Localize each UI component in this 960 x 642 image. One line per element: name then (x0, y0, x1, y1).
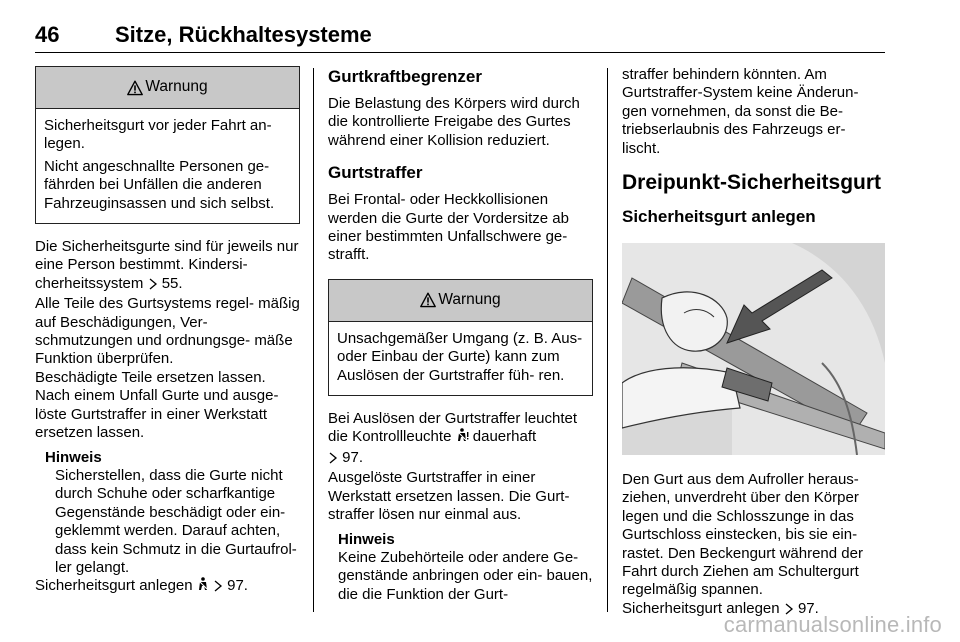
paragraph: Beschädigte Teile ersetzen lassen. Nach einem Unfall Gurte und ausge- löste Gurtstraffer in einer Werkstatt ersetzen lassen. (35, 368, 279, 442)
hinweis-text: Keine Zubehörteile oder andere Ge- genstände anbringen oder ein- bauen, die die Funktion der Gurt- (338, 548, 593, 603)
heading-dreipunkt: Dreipunkt-Sicherheitsgurt (622, 171, 882, 195)
watermark: carmanualsonline.info (723, 612, 942, 637)
warning-box (35, 66, 300, 224)
column-2 (328, 66, 593, 604)
hinweis-label: Hinweis (45, 448, 102, 466)
paragraph: Ausgelöste Gurtstraffer in einer Werkstatt ersetzen lassen. Die Gurt- straffer lösen nur einmal aus. (328, 469, 570, 524)
hinweis-note (328, 531, 593, 605)
section-title: Sitze, Rückhaltesysteme (115, 22, 372, 47)
hinweis-note (35, 449, 300, 578)
paragraph: straffer behindern könnten. Am Gurtstraffer-System keine Änderun- gen vornehmen, da sonst die Be- triebserlaubnis des Fahrzeugs er- lischt. (622, 66, 859, 157)
page-header (35, 20, 885, 54)
heading-gurtstraffer: Gurtstraffer (328, 163, 423, 183)
paragraph: Sicherheitsgurt anlegen 97. (35, 577, 300, 597)
paragraph: Bei Frontal- oder Heckkollisionen werden die Gurte der Vordersitze ab einer bestimmten Unfallschwere ge- strafft. (328, 191, 569, 264)
paragraph: Alle Teile des Gurtsystems regel- mäßig auf Beschädigungen, Ver- schmutzungen und ordnungsge- mäße Funktion überprüfen. (35, 295, 300, 368)
page-ref-arrow-icon (328, 451, 338, 469)
column-divider (607, 68, 608, 612)
paragraph: Sicherheitsgurt anlegen 97. (622, 600, 887, 620)
column-divider (313, 68, 314, 612)
seatbelt-warning-icon (456, 428, 469, 448)
hinweis-text: Sicherstellen, dass die Gurte nicht durch Schuhe oder scharfkantige Gegenstände beschädigt oder ein- geklemmt werden. Darauf achten, dass kein Schmutz in die Gurtaufrol- ler gelangt. (55, 466, 297, 576)
seatbelt-illustration (622, 243, 885, 455)
warning-header (36, 67, 299, 109)
warning-body (329, 322, 592, 395)
paragraph: Den Gurt aus dem Aufroller heraus- ziehen, unverdreht über den Körper legen und die Schlosszunge in das Gurtschloss einstecken, bis sie ein- rastet. Den Beckengurt während der Fahrt durch Ziehen am Schultergurt regelmäßig spannen. (622, 471, 863, 599)
warning-title: Warnung (438, 291, 501, 309)
paragraph: Bei Auslösen der Gurtstraffer leuchtet die Kontrollleuchte dauerhaft 97. (328, 410, 593, 469)
warning-box (328, 279, 593, 396)
warning-text: Nicht angeschnallte Personen ge- fährden bei Unfällen die anderen Fahrzeuginsassen und sich selbst. (44, 157, 275, 212)
seatbelt-drawing (622, 243, 885, 455)
warning-triangle-icon (420, 292, 436, 308)
column-3 (622, 66, 887, 620)
page-ref-arrow-icon (148, 277, 158, 295)
hinweis-label: Hinweis (338, 530, 395, 548)
seatbelt-icon (197, 577, 209, 597)
warning-triangle-icon (127, 80, 143, 96)
warning-text: Unsachgemäßer Umgang (z. B. Aus- oder Einbau der Gurte) kann zum Auslösen der Gurtstraffer füh- ren. (337, 329, 583, 384)
page-ref-arrow-icon (213, 579, 223, 597)
paragraph: Die Sicherheitsgurte sind für jeweils nur eine Person bestimmt. Kindersi- cherheitssystem 55. (35, 238, 300, 295)
column-1 (35, 66, 300, 598)
warning-title: Warnung (145, 78, 208, 96)
header-rule (35, 52, 885, 53)
warning-text: Sicherheitsgurt vor jeder Fahrt an- legen. (44, 117, 272, 153)
heading-sicherheitsgurt-anlegen: Sicherheitsgurt anlegen (622, 207, 816, 227)
page-number: 46 (35, 22, 60, 47)
warning-header (329, 280, 592, 322)
paragraph: Die Belastung des Körpers wird durch die kontrollierte Freigabe des Gurtes während einer Kollision reduziert. (328, 95, 580, 149)
warning-body (36, 109, 299, 223)
heading-gurtkraftbegrenzer: Gurtkraftbegrenzer (328, 67, 482, 86)
